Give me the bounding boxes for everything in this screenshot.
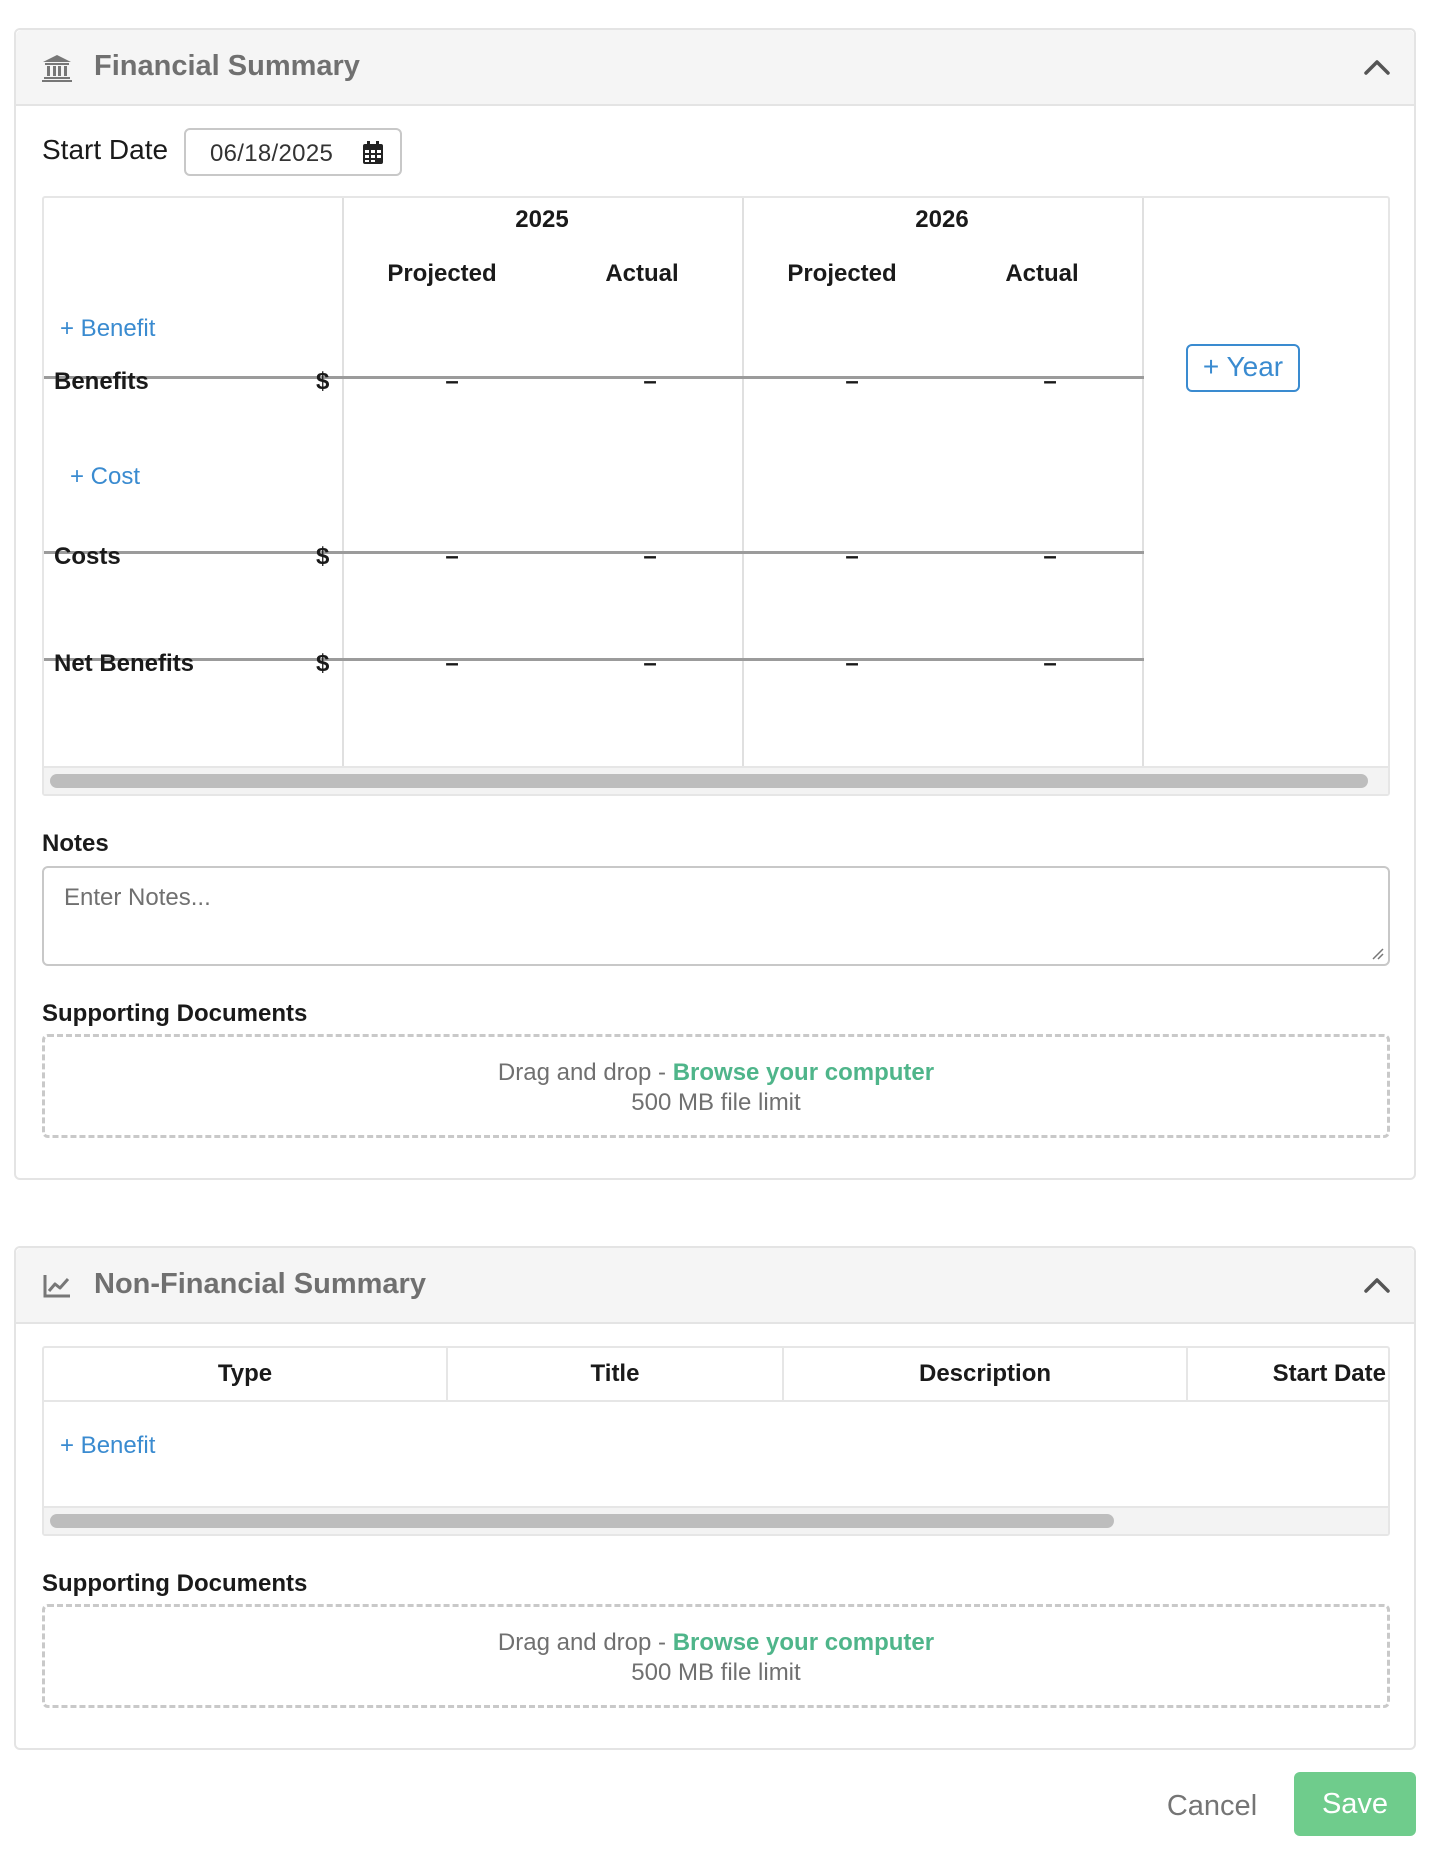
browse-computer-link[interactable]: Browse your computer [672,1059,935,1086]
file-limit-text: 500 MB file limit [631,1089,801,1116]
currency-symbol: $ [316,650,330,677]
notes-textarea[interactable] [42,866,1390,966]
financial-scrollbar-thumb[interactable] [50,774,1368,788]
add-benefit-link[interactable]: + Benefit [60,315,156,342]
browse-computer-link[interactable]: Browse your computer [672,1629,935,1656]
non-financial-scrollbar-thumb[interactable] [50,1514,1114,1528]
actual-header: Actual [1005,260,1079,287]
start-date-label: Start Date [42,134,169,165]
benefits-cell[interactable]: – [1043,368,1057,395]
notes-placeholder: Enter Notes... [64,884,211,911]
financial-file-dropzone[interactable] [42,1034,1390,1138]
dropzone-instructions: Drag and drop - Browse your computer [497,1059,935,1086]
file-limit-text: 500 MB file limit [631,1659,801,1686]
net-benefits-cell: – [845,650,859,677]
benefits-row-label: Benefits [54,368,149,395]
save-button[interactable]: Save [1294,1772,1416,1836]
column-header-description[interactable]: Description [784,1348,1188,1402]
column-header-type[interactable]: Type [44,1348,448,1402]
column-header-start-date[interactable]: Start Date [1272,1360,1386,1387]
dropzone-instructions: Drag and drop - Browse your computer [497,1629,935,1656]
costs-cell[interactable]: – [845,543,859,570]
table-header [44,1348,1390,1402]
net-benefits-cell: – [1043,650,1057,677]
chevron-up-icon[interactable] [1362,56,1392,78]
non-financial-file-dropzone[interactable] [42,1604,1390,1708]
bank-icon [42,54,72,82]
add-non-financial-benefit-link[interactable]: + Benefit [60,1432,156,1459]
resize-grip-icon[interactable] [1370,946,1384,960]
column-header-title[interactable]: Title [448,1348,784,1402]
financial-summary-header[interactable] [16,30,1414,106]
non-financial-summary-header[interactable] [16,1248,1414,1324]
add-year-button[interactable]: + Year [1186,344,1300,392]
benefits-cell[interactable]: – [643,368,657,395]
supporting-documents-label: Supporting Documents [42,1570,308,1597]
start-date-input[interactable] [184,128,402,176]
chevron-up-icon[interactable] [1362,1274,1392,1296]
costs-row-label: Costs [54,543,121,570]
costs-cell[interactable]: – [1043,543,1057,570]
benefits-cell[interactable]: – [845,368,859,395]
column-divider [1142,198,1144,768]
financial-summary-panel [14,28,1416,1180]
cancel-button[interactable]: Cancel [1166,1790,1258,1822]
financial-summary-title: Financial Summary [94,50,360,82]
notes-label: Notes [42,830,109,857]
net-benefits-cell: – [445,650,459,677]
year-header-2026: 2026 [915,206,969,233]
net-benefits-cell: – [643,650,657,677]
costs-cell[interactable]: – [445,543,459,570]
currency-symbol: $ [316,543,330,570]
calendar-icon[interactable] [362,141,384,165]
actual-header: Actual [605,260,679,287]
non-financial-summary-panel [14,1246,1416,1750]
projected-header: Projected [387,260,497,287]
add-cost-link[interactable]: + Cost [70,463,141,490]
supporting-documents-label: Supporting Documents [42,1000,308,1027]
financial-scrollbar[interactable] [44,766,1390,794]
non-financial-table [42,1346,1390,1536]
non-financial-scrollbar[interactable] [44,1506,1390,1534]
projected-header: Projected [787,260,897,287]
year-header-2025: 2025 [515,206,569,233]
line-chart-icon [42,1272,72,1300]
costs-cell[interactable]: – [643,543,657,570]
non-financial-summary-title: Non-Financial Summary [94,1268,426,1300]
currency-symbol: $ [316,368,330,395]
net-benefits-row-label: Net Benefits [54,650,195,677]
benefits-cell[interactable]: – [445,368,459,395]
start-date-value: 06/18/2025 [210,140,334,167]
